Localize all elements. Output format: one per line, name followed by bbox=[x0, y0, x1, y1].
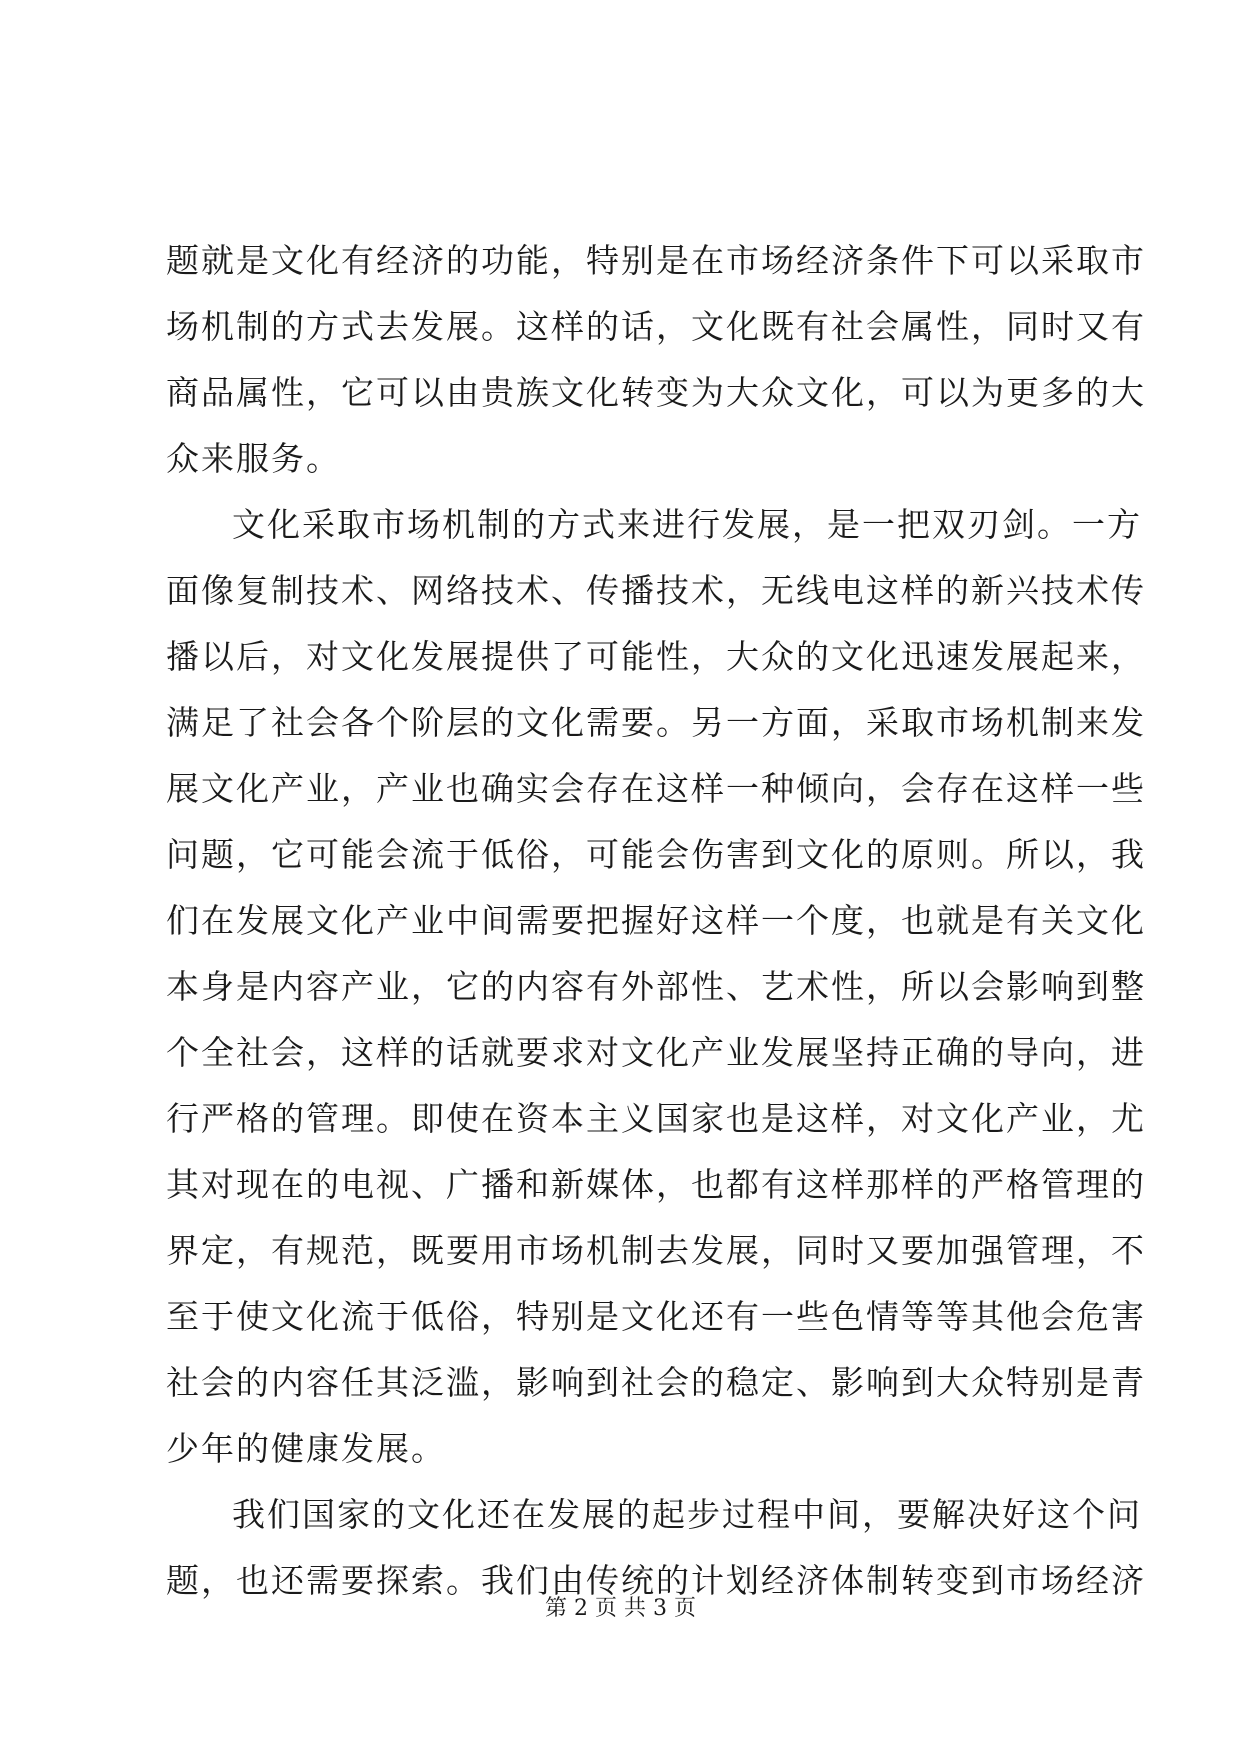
page-number-footer: 第 2 页 共 3 页 bbox=[545, 1596, 696, 1621]
text-line: 个全社会，这样的话就要求对文化产业发展坚持正确的导向，进 bbox=[166, 1033, 1146, 1072]
text-line: 满足了社会各个阶层的文化需要。另一方面，采取市场机制来发 bbox=[166, 703, 1146, 742]
text-line: 社会的内容任其泛滥，影响到社会的稳定、影响到大众特别是青 bbox=[166, 1363, 1146, 1402]
text-line: 题，也还需要探索。我们由传统的计划经济体制转变到市场经济 bbox=[166, 1561, 1146, 1600]
paragraph bbox=[166, 492, 1146, 1482]
text-line: 其对现在的电视、广播和新媒体，也都有这样那样的严格管理的 bbox=[166, 1165, 1146, 1204]
text-line: 我们国家的文化还在发展的起步过程中间，要解决好这个问 bbox=[232, 1495, 1142, 1534]
text-line: 文化采取市场机制的方式来进行发展，是一把双刃剑。一方 bbox=[232, 505, 1142, 544]
text-line: 面像复制技术、网络技术、传播技术，无线电这样的新兴技术传 bbox=[166, 571, 1146, 610]
text-line: 展文化产业，产业也确实会存在这样一种倾向，会存在这样一些 bbox=[166, 769, 1146, 808]
paragraph bbox=[166, 228, 1146, 492]
text-line: 商品属性，它可以由贵族文化转变为大众文化，可以为更多的大 bbox=[166, 373, 1146, 412]
text-line: 播以后，对文化发展提供了可能性，大众的文化迅速发展起来， bbox=[166, 637, 1146, 676]
text-line: 题就是文化有经济的功能，特别是在市场经济条件下可以采取市 bbox=[166, 241, 1146, 280]
text-line: 少年的健康发展。 bbox=[166, 1429, 446, 1468]
body-text bbox=[166, 228, 1146, 1614]
text-line: 界定，有规范，既要用市场机制去发展，同时又要加强管理，不 bbox=[166, 1231, 1146, 1270]
text-line: 本身是内容产业，它的内容有外部性、艺术性，所以会影响到整 bbox=[166, 967, 1146, 1006]
text-line: 众来服务。 bbox=[166, 439, 341, 478]
text-line: 们在发展文化产业中间需要把握好这样一个度，也就是有关文化 bbox=[166, 901, 1146, 940]
text-line: 场机制的方式去发展。这样的话，文化既有社会属性，同时又有 bbox=[166, 307, 1146, 346]
text-line: 问题，它可能会流于低俗，可能会伤害到文化的原则。所以，我 bbox=[166, 835, 1146, 874]
text-line: 行严格的管理。即使在资本主义国家也是这样，对文化产业，尤 bbox=[166, 1099, 1146, 1138]
text-line: 至于使文化流于低俗，特别是文化还有一些色情等等其他会危害 bbox=[166, 1297, 1146, 1336]
